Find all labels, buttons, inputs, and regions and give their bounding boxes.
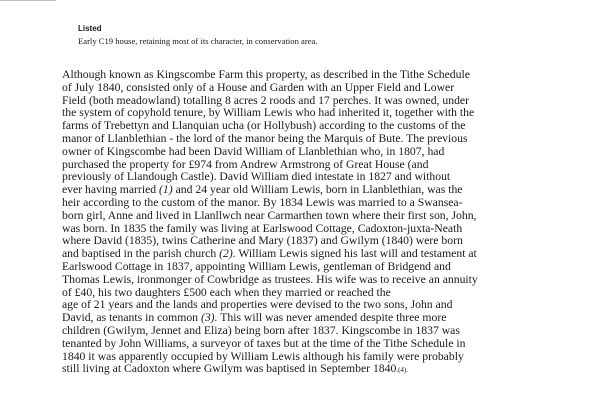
text-line: [62, 363, 582, 377]
text-line: Thomas Lewis, ironmonger of Cowbridge as trustees. His wife was to receive an annuity: [62, 272, 478, 286]
history-paragraph: [62, 69, 582, 377]
text-line: tenanted by John Williams, a surveyor of taxes but at the time of the Tithe Schedule in: [62, 336, 466, 350]
text-segment: and baptised in the parish church: [62, 247, 220, 261]
text-line: owner of Kingscombe had been David William of Llanblethian who, in 1807, had: [62, 144, 445, 158]
footnote-ref[interactable]: (2).: [219, 247, 236, 261]
footnote-ref[interactable]: (1): [159, 183, 173, 197]
text-line: was born. In 1835 the family was living at Earlswood Cottage, Cadoxton-juxta-Neath: [62, 221, 463, 235]
listing-summary: [78, 24, 558, 47]
top-divider: [0, 0, 56, 1]
text-line: Although known as Kingscombe Farm this property, as described in the Tithe Schedule: [62, 68, 470, 81]
text-segment: and 24 year old William Lewis, born in Llanblethian, was the: [172, 183, 463, 197]
text-segment: This will was never amended despite three more: [217, 311, 447, 325]
text-line: the system of copyhold tenure, by William Lewis who had inherited it, together with the: [62, 106, 475, 120]
text-line: 1840 it was apparently occupied by William Lewis although his family were probably: [62, 349, 464, 363]
text-line: purchased the property for £974 from Andrew Armstrong of Great House (and: [62, 157, 429, 171]
footnote-ref[interactable]: (3).: [200, 311, 218, 325]
text-line: of £40, his two daughters £500 each when they married or reached the: [62, 285, 391, 299]
text-line: of July 1840, consisted only of a House and Garden with an Upper Field and Lower: [62, 80, 455, 94]
footnote-ref[interactable]: .(4).: [396, 366, 409, 375]
text-line: manor of Llanblethian - the lord of the manor being the Marquis of Bute. The previous: [62, 131, 468, 145]
text-line: children (Gwilym, Jennet and Eliza) being born after 1837. Kingscombe in 1837 was: [62, 323, 460, 337]
text-line: born girl, Anne and lived in Llanllwch near Carmarthen town where their first son, John,: [62, 208, 477, 222]
text-line: Field (both meadowland) totalling 8 acres 2 roods and 17 perches. It was owned, under: [62, 93, 470, 107]
text-segment: still living at Cadoxton where Gwilym was baptised in September 1840: [62, 362, 397, 376]
text-segment: ever having married: [62, 183, 160, 197]
text-line: farms of Trebettyn and Llanquian ucha (or Hollybush) according to the customs of the: [62, 119, 466, 133]
text-segment: William Lewis signed his last will and testament at: [235, 247, 477, 261]
listed-heading: Listed: [78, 24, 102, 33]
text-line: where David (1835), twins Catherine and Mary (1837) and Gwilym (1840) were born: [62, 234, 463, 248]
text-line: heir according to the custom of the manor. By 1834 Lewis was married to a Swansea-: [62, 195, 463, 209]
text-line: Earlswood Cottage in 1837, appointing William Lewis, gentleman of Bridgend and: [62, 259, 451, 273]
text-line: previously of Llandough Castle). David William died intestate in 1827 and without: [62, 170, 451, 184]
text-line: age of 21 years and the lands and properties were devised to the two sons, John and: [62, 298, 453, 312]
listed-description: Early C19 house, retaining most of its character, in conservation area.: [78, 36, 318, 46]
text-segment: David, as tenants in common: [62, 311, 201, 325]
